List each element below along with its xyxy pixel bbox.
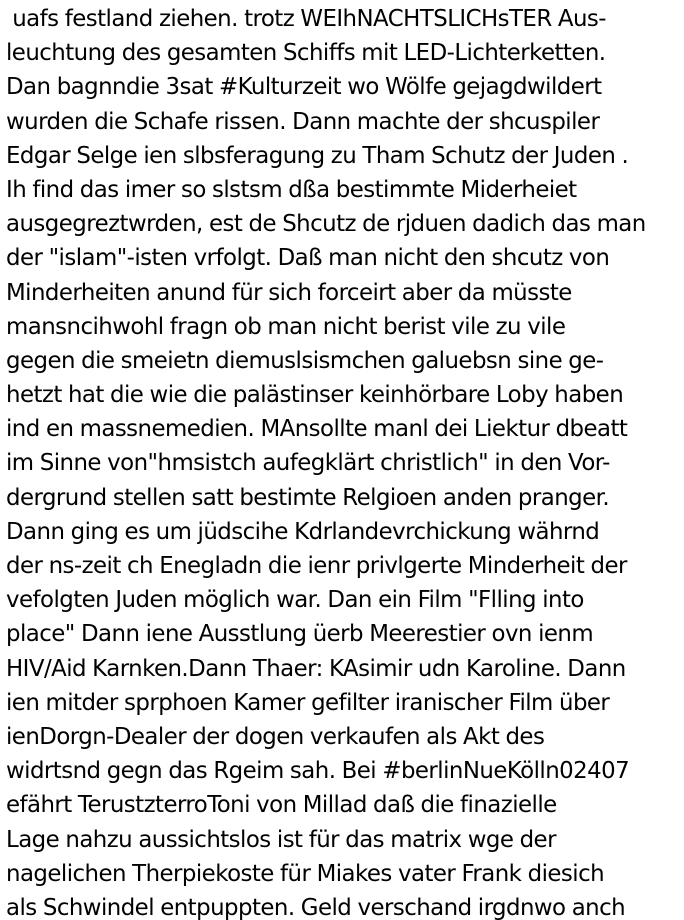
text-line: Dann ging es um jüdscihe Kdrlandevrchickung währnd — [6, 518, 600, 545]
text-line: als Schwindel entpuppten. Geld verschand irgdnwo anch — [6, 894, 626, 920]
text-line: efährt TerustzterroToni von Millad daß die finazielle — [6, 792, 557, 819]
text-line: hetzt hat die wie die palästinser keinhörbare Loby haben — [6, 382, 624, 409]
text-line: mansncihwohl fragn ob man nicht berist vile zu vile — [6, 313, 566, 340]
text-line: uafs festland ziehen. trotz WEIhNACHTSLICHsTER Aus- — [6, 6, 607, 32]
text-line: Ih find das imer so slstsm dßa bestimmte Miderheiet — [6, 176, 577, 203]
text-line: widrtsnd gegn das Rgeim sah. Bei #berlinNueKölln02407 — [6, 758, 630, 785]
text-line: ienDorgn-Dealer der dogen verkaufen als Akt des — [6, 723, 545, 750]
body-text — [6, 2, 684, 920]
text-line: nagelichen Therpiekoste für Miakes vater Frank diesich — [6, 860, 605, 887]
text-line: Lage nahzu aussichtslos ist für das matrix wge der — [6, 826, 556, 853]
text-line: dergrund stellen satt bestimte Relgioen anden pranger. — [6, 484, 610, 511]
text-line: im Sinne von"hmsistch aufegklärt christlich" in den Vor- — [6, 450, 610, 477]
text-line: place" Dann iene Ausstlung üerb Meerestier ovn ienm — [6, 621, 594, 648]
text-line: HIV/Aid Karnken.Dann Thaer: KAsimir udn Karoline. Dann — [6, 655, 626, 682]
text-line: wurden die Schafe rissen. Dann machte der shcuspiler — [6, 108, 600, 135]
text-line: der "islam"-isten vrfolgt. Daß man nicht den shcutz von — [6, 245, 610, 272]
text-line: vefolgten Juden möglich war. Dan ein Film "Flling into — [6, 587, 584, 614]
text-line: der ns-zeit ch Enegladn die ienr privlgerte Minderheit der — [6, 553, 627, 579]
text-line: ien mitder sprphoen Kamer gefilter iranischer Film über — [6, 689, 610, 716]
text-line: Minderheiten anund für sich forceirt aber da müsste — [6, 279, 572, 306]
text-line: ind en massnemedien. MAnsollte manl dei Liektur dbeatt — [6, 416, 628, 443]
text-line: Edgar Selge ien slbsferagung zu Tham Schutz der Juden . — [6, 142, 629, 169]
text-line: Dan bagnndie 3sat #Kulturzeit wo Wölfe gejagdwildert — [6, 74, 602, 101]
text-line: gegen die smeietn diemuslsismchen galuebsn sine ge- — [6, 347, 604, 374]
text-line: leuchtung des gesamten Schiffs mit LED-Lichterketten. — [6, 40, 606, 67]
text-line: ausgegreztwrden, est de Shcutz de rjduen dadich das man — [6, 211, 646, 238]
